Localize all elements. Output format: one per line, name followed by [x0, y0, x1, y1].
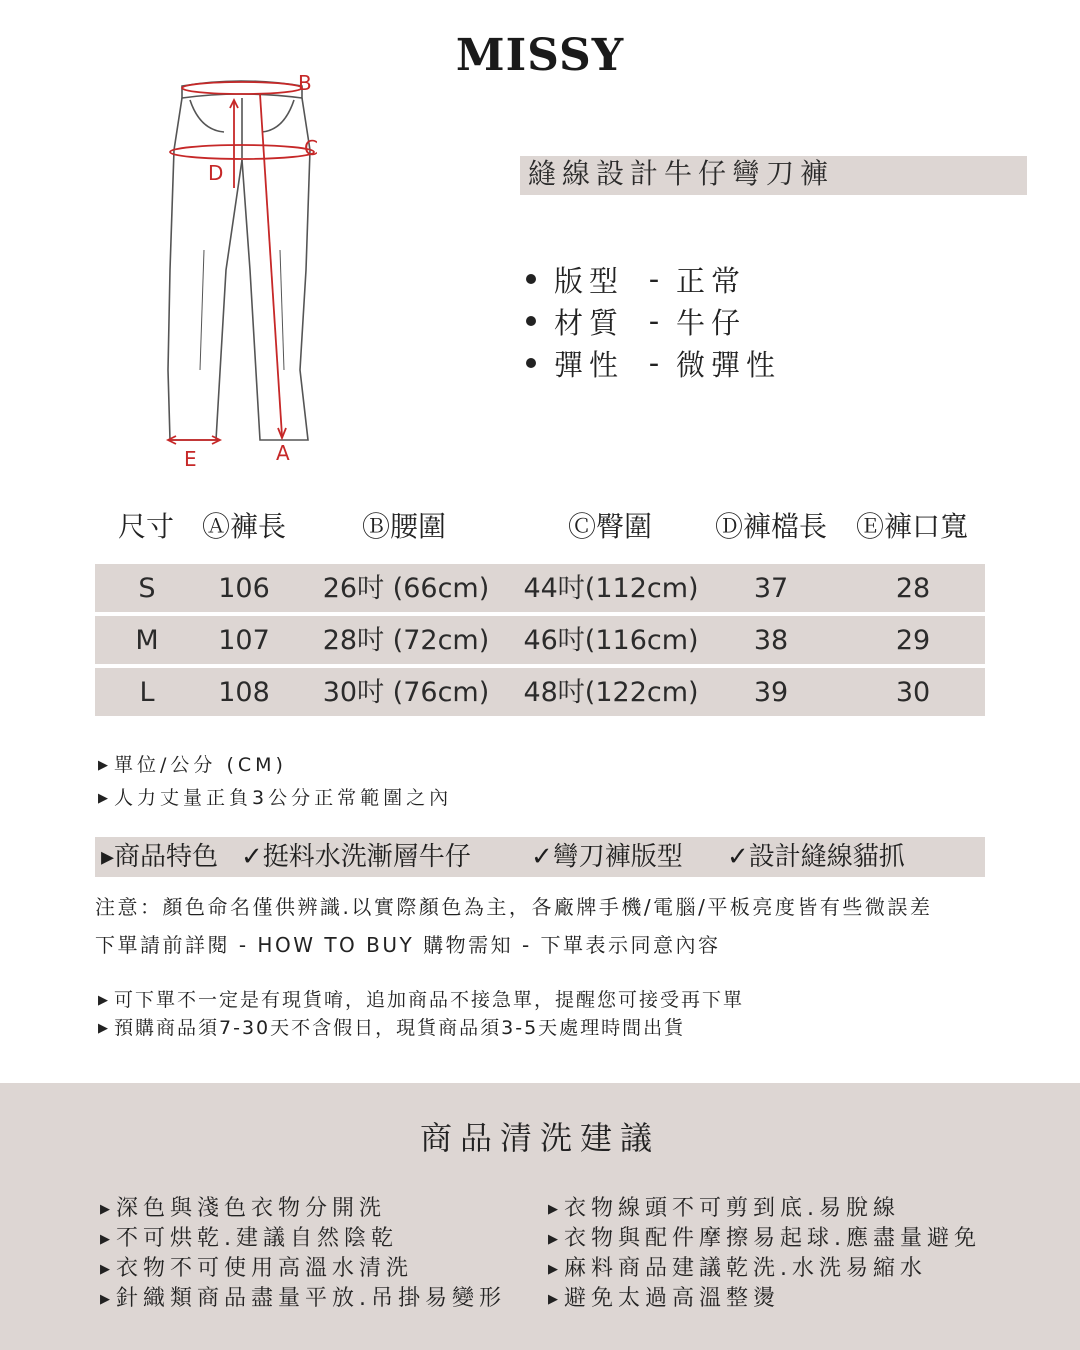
spec-value: 牛仔	[676, 305, 747, 340]
label-e: E	[184, 447, 197, 471]
spec-item	[526, 342, 781, 384]
table-row	[95, 668, 985, 716]
care-text: 麻料商品建議乾洗.水洗易縮水	[564, 1256, 927, 1281]
waist-measure	[182, 82, 302, 94]
label-d: D	[208, 161, 224, 185]
care-title: 商品清洗建議	[419, 1119, 660, 1157]
care-item	[548, 1221, 981, 1252]
order-note	[98, 985, 744, 1012]
cell-waist: 26吋 (66cm)	[322, 573, 490, 604]
care-section	[0, 1083, 1080, 1350]
cell-rise: 39	[753, 677, 789, 708]
note-text: 單位/公分 (CM)	[114, 754, 287, 776]
care-item	[100, 1281, 506, 1312]
spec-item	[526, 258, 781, 300]
spec-value: 微彈性	[676, 347, 782, 382]
triangle-bullet-icon: ▶	[100, 1292, 110, 1307]
header-rise: Ⓓ褲檔長	[715, 510, 828, 543]
cell-size: S	[138, 573, 156, 604]
cell-hem: 28	[895, 573, 931, 604]
cell-hem: 30	[895, 677, 931, 708]
feature-item: ✓挺料水洗漸層牛仔	[241, 842, 471, 872]
note-text: 預購商品須7-30天不含假日，現貨商品須3-5天處理時間出貨	[114, 1017, 686, 1039]
care-item	[548, 1251, 927, 1282]
cell-size: M	[135, 625, 159, 656]
triangle-bullet-icon: ▶	[98, 758, 108, 773]
header-length: Ⓐ褲長	[202, 510, 287, 543]
care-item	[100, 1251, 413, 1282]
header-waist: Ⓑ腰圍	[362, 510, 447, 543]
feature-bar	[95, 837, 985, 877]
care-item	[100, 1191, 386, 1222]
care-text: 不可烘乾.建議自然陰乾	[116, 1226, 398, 1251]
product-title: 縫線設計牛仔彎刀褲	[528, 157, 835, 190]
label-a: A	[276, 441, 290, 465]
care-text: 衣物線頭不可剪到底.易脫線	[564, 1196, 900, 1221]
cell-length: 106	[218, 573, 270, 604]
spec-key: 材質	[554, 305, 625, 340]
triangle-bullet-icon: ▶	[98, 791, 108, 806]
note-text: 人力丈量正負3公分正常範圍之內	[114, 787, 453, 809]
care-item	[548, 1281, 780, 1312]
tolerance-note	[98, 783, 452, 810]
spec-item	[526, 300, 781, 342]
cell-hem: 29	[895, 625, 931, 656]
spec-list	[526, 258, 781, 384]
color-disclaimer: 注意：顏色命名僅供辨識.以實際顏色為主，各廠牌手機/電腦/平板亮度皆有些微誤差	[95, 895, 933, 919]
order-note	[98, 1013, 685, 1040]
cell-size: L	[139, 677, 155, 708]
triangle-bullet-icon: ▶	[100, 1232, 110, 1247]
care-item	[100, 1221, 398, 1252]
triangle-bullet-icon: ▶	[98, 993, 108, 1008]
triangle-bullet-icon: ▶	[98, 1021, 108, 1036]
cell-hip: 48吋(122cm)	[523, 677, 699, 708]
bullet-icon	[526, 358, 536, 368]
spec-separator: -	[648, 346, 666, 380]
header-hip: Ⓒ臀圍	[568, 510, 653, 543]
spec-key: 版型	[554, 263, 625, 298]
feature-item: ✓設計縫線貓抓	[727, 842, 905, 872]
triangle-bullet-icon: ▶	[548, 1292, 558, 1307]
spec-separator: -	[648, 304, 666, 338]
care-text: 衣物不可使用高溫水清洗	[116, 1256, 414, 1281]
triangle-bullet-icon: ▶	[548, 1262, 558, 1277]
feature-item: ✓彎刀褲版型	[531, 842, 683, 872]
cell-hip: 44吋(112cm)	[523, 573, 699, 604]
cell-waist: 30吋 (76cm)	[322, 677, 490, 708]
product-title-bar	[520, 156, 1027, 195]
read-before-order: 下單請前詳閱 - HOW TO BUY 購物需知 - 下單表示同意內容	[95, 933, 721, 957]
pants-diagram-svg	[160, 70, 330, 470]
care-text: 深色與淺色衣物分開洗	[116, 1196, 387, 1221]
triangle-bullet-icon: ▶	[100, 1202, 110, 1217]
spec-key: 彈性	[554, 347, 625, 382]
measure-lines	[168, 82, 314, 444]
table-row	[95, 564, 985, 612]
triangle-bullet-icon: ▶	[548, 1202, 558, 1217]
pants-measurement-diagram	[160, 70, 330, 470]
cell-rise: 37	[753, 573, 789, 604]
cell-waist: 28吋 (72cm)	[322, 625, 490, 656]
note-text: 可下單不一定是有現貨唷，追加商品不接急單，提醒您可接受再下單	[114, 989, 745, 1011]
label-b: B	[298, 71, 312, 95]
header-size: 尺寸	[118, 510, 175, 543]
brand-logo: MISSY	[455, 30, 625, 81]
triangle-bullet-icon: ▶	[548, 1232, 558, 1247]
cell-length: 107	[218, 625, 270, 656]
care-item	[548, 1191, 900, 1222]
care-text: 避免太過高溫整燙	[564, 1286, 781, 1311]
unit-note	[98, 750, 287, 777]
cell-length: 108	[218, 677, 270, 708]
bullet-icon	[526, 274, 536, 284]
care-text: 針織類商品盡量平放.吊掛易變形	[116, 1286, 506, 1311]
feature-label: ▸商品特色	[101, 842, 219, 872]
cell-hip: 46吋(116cm)	[523, 625, 699, 656]
table-row	[95, 616, 985, 664]
spec-value: 正常	[676, 263, 747, 298]
bullet-icon	[526, 316, 536, 326]
care-text: 衣物與配件摩擦易起球.應盡量避免	[564, 1226, 981, 1251]
triangle-bullet-icon: ▶	[100, 1262, 110, 1277]
label-c: C	[304, 136, 318, 160]
spec-separator: -	[648, 262, 666, 296]
cell-rise: 38	[753, 625, 789, 656]
header-hem: Ⓔ褲口寬	[856, 510, 969, 543]
pants-outline	[168, 81, 310, 440]
